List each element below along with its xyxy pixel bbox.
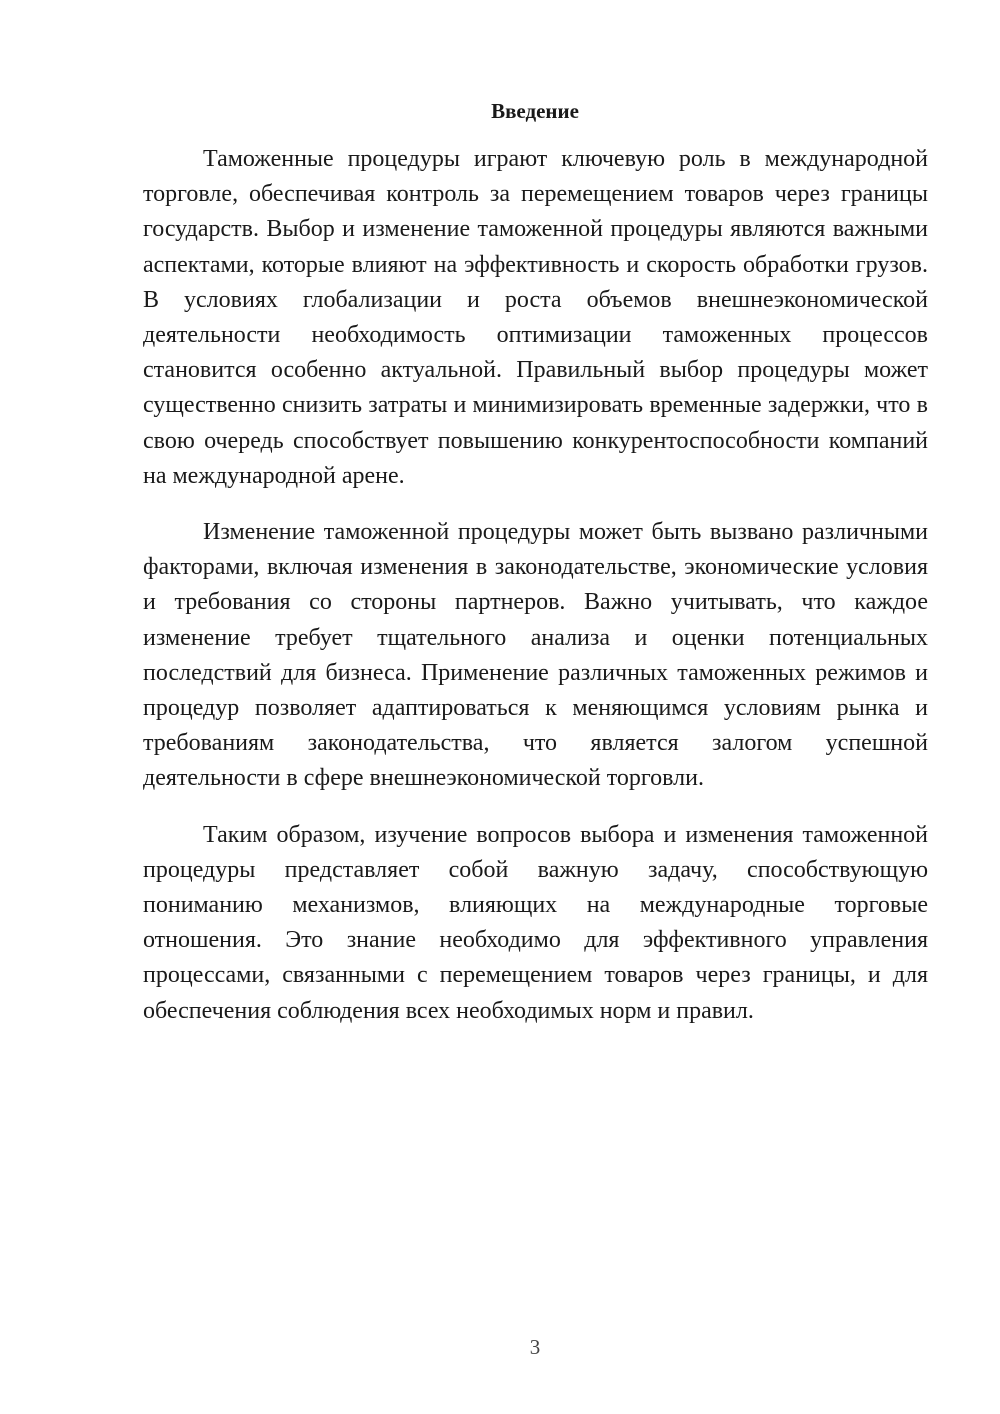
page-number: 3 <box>529 1335 541 1359</box>
paragraph-1: Таможенные процедуры играют ключевую роль в международной торговле, обеспечивая контроль за перемещением товаров через границы государств. Выбор и изменение таможенной процедуры являются важными аспектами, которые влияют на эффективность и скорость обработки грузов. В условиях глобализации и роста объемов внешнеэкономической деятельности необходимость оптимизации таможенных процессов становится особенно актуальной. Правильный выбор процедуры может существенно снизить затраты и минимизировать временные задержки, что в свою очередь способствует повышению конкурентоспособности компаний на международной арене. <box>143 146 928 489</box>
paragraph-3: Таким образом, изучение вопросов выбора и изменения таможенной процедуры представляет собой важную задачу, способствующую пониманию механизмов, влияющих на международные торговые отношения. Это знание необходимо для эффективного управления процессами, связанными с перемещением товаров через границы, и для обеспечения соблюдения всех необходимых норм и правил. <box>143 821 928 1024</box>
body-text <box>143 142 928 1050</box>
paragraph-2: Изменение таможенной процедуры может быть вызвано различными факторами, включая изменения в законодательстве, экономические условия и требования со стороны партнеров. Важно учитывать, что каждое изменение требует тщательного анализа и оценки потенциальных последствий для бизнеса. Применение различных таможенных режимов и процедур позволяет адаптироваться к меняющимся условиям рынка и требованиям законодательства, что является залогом успешной деятельности в сфере внешнеэкономической торговли. <box>143 519 928 792</box>
section-title: Введение <box>491 99 579 123</box>
